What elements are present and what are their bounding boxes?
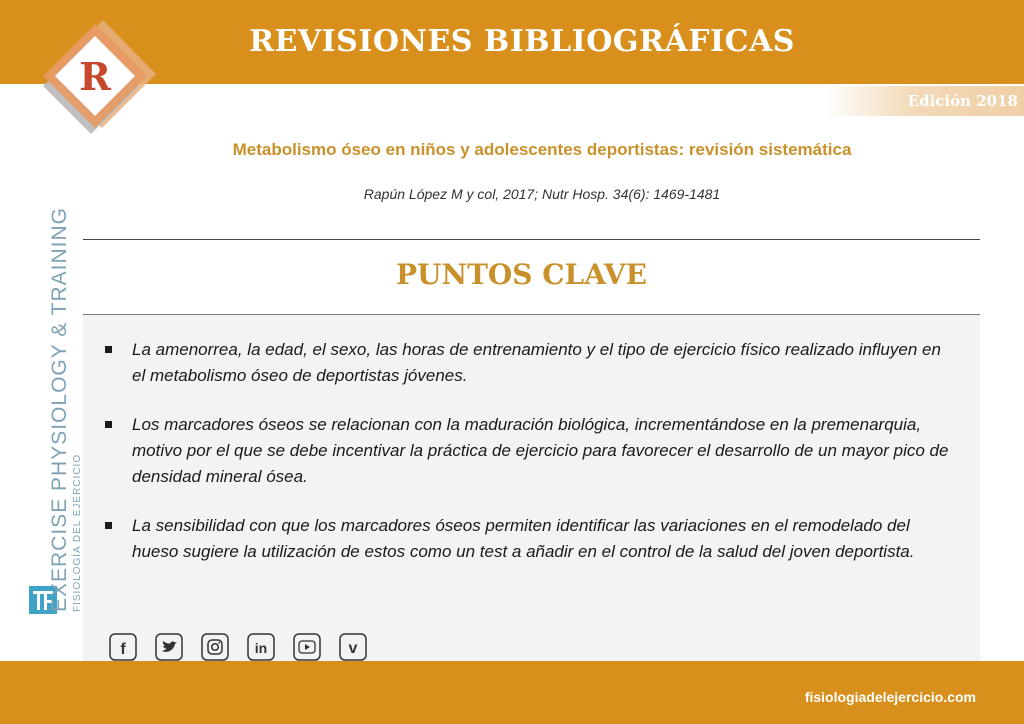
- bullet: [105, 522, 112, 529]
- page-title: REVISIONES BIBLIOGRÁFICAS: [249, 24, 795, 59]
- logo-letter: R: [79, 54, 111, 99]
- svg-text:in: in: [254, 640, 268, 656]
- section-heading: PUNTOS CLAVE: [396, 258, 647, 291]
- key-point: La amenorrea, la edad, el sexo, las horas de entrenamiento y el tipo de ejercicio físico realizado influyen en el metabolismo óseo de deportistas jóvenes.: [105, 337, 955, 389]
- key-points-list: [105, 337, 955, 588]
- article-title: Metabolismo óseo en niños y adolescentes deportistas: revisión sistemática: [232, 140, 852, 159]
- bullet: [105, 421, 112, 428]
- instagram-icon[interactable]: [200, 632, 230, 662]
- revisiones-logo: [18, 8, 168, 158]
- social-links: [108, 632, 368, 662]
- facebook-icon[interactable]: [108, 632, 138, 662]
- side-brand: [48, 207, 84, 612]
- citation: Rapún López M y col, 2017; Nutr Hosp. 34(6): 1469-1481: [363, 186, 721, 202]
- vimeo-icon[interactable]: [338, 632, 368, 662]
- svg-text:f: f: [120, 641, 126, 658]
- key-point: Los marcadores óseos se relacionan con la maduración biológica, incrementándose en la premenarquia, motivo por el que se debe incentivar la práctica de ejercicio para favorecer el desarrollo de un mayor pico de densidad mineral ósea.: [105, 412, 955, 490]
- side-brand-title: EXERCISE PHYSIOLOGY & TRAINING: [48, 207, 71, 612]
- youtube-icon[interactable]: [292, 632, 322, 662]
- divider-top: [83, 239, 980, 240]
- website-link[interactable]: fisiologiadelejercicio.com: [804, 689, 976, 705]
- linkedin-icon[interactable]: [246, 632, 276, 662]
- svg-text:v: v: [348, 640, 358, 657]
- bullet: [105, 346, 112, 353]
- key-point: La sensibilidad con que los marcadores óseos permiten identificar las variaciones en el remodelado del hueso sugiere la utilización de estos como un test a añadir en el control de la salud del joven deportista.: [105, 513, 955, 565]
- side-brand-subtitle: FISIOLOGÍA DEL EJERCICIO: [72, 453, 83, 612]
- twitter-icon[interactable]: [154, 632, 184, 662]
- edition-badge: Edición 2018: [824, 86, 1024, 116]
